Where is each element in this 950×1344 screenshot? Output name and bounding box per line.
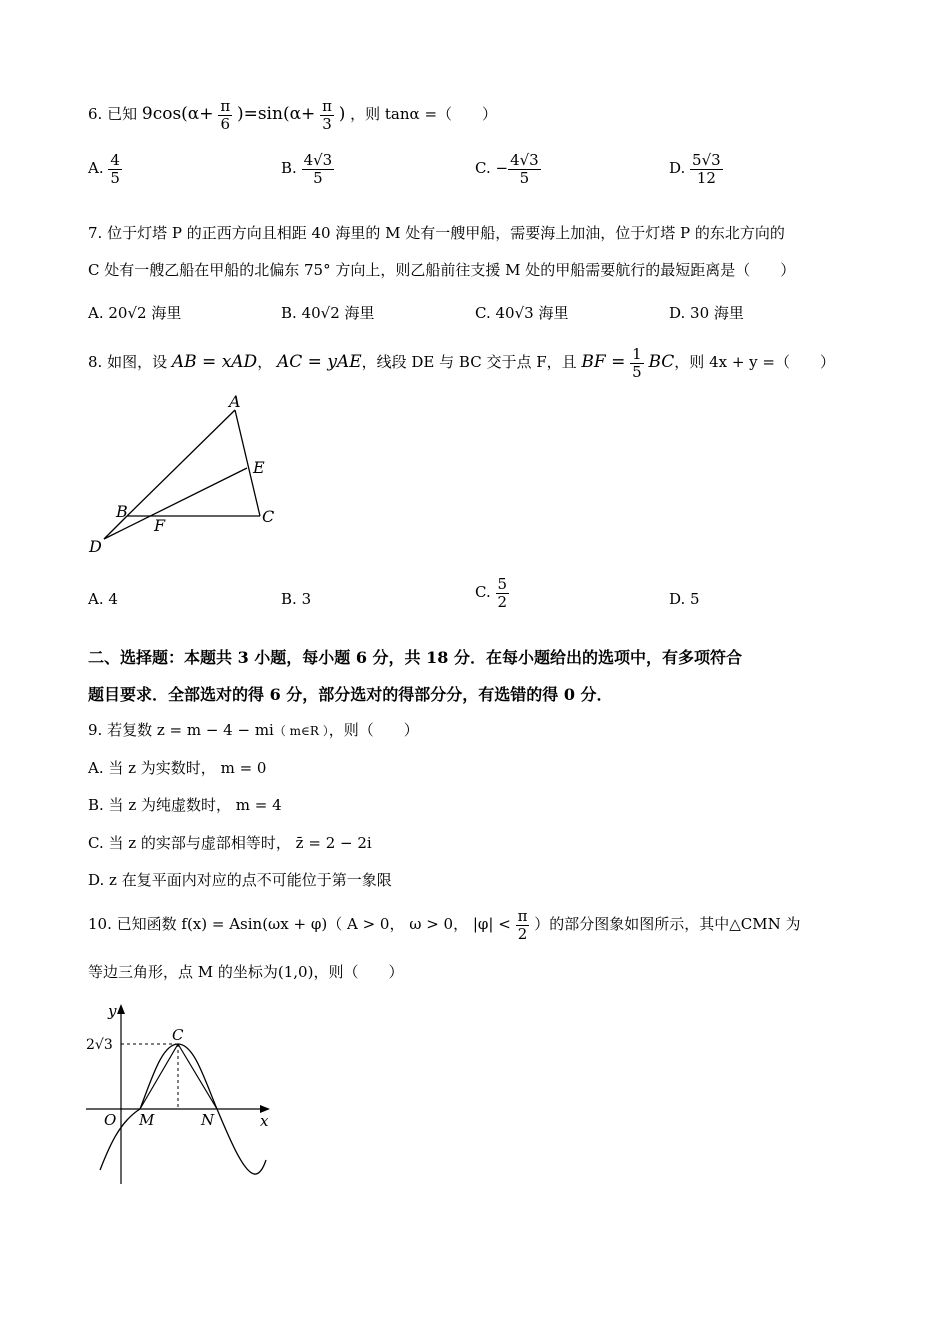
segment-mc: [140, 1044, 178, 1109]
q8-eq2: AC = yAE: [276, 352, 362, 372]
q7-line1: 7. 位于灯塔 P 的正西方向且相距 40 海里的 M 处有一艘甲船，需要海上加油，位于灯塔 P 的东北方向的: [88, 224, 785, 242]
q9-option-c: C. 当 z 的实部与虚部相等时， z̄ = 2 − 2i: [88, 834, 372, 852]
label-e: E: [253, 458, 265, 477]
q8-option-b: B. 3: [281, 590, 312, 608]
label-x: x: [260, 1112, 269, 1130]
label-n: N: [201, 1111, 215, 1129]
q7-line2: C 处有一艘乙船在甲船的北偏东 75° 方向上，则乙船前往支援 M 处的甲船需要航行的最短距离是（ ）: [88, 261, 796, 279]
q6-option-a: A. $\frac{4}{5}$: [88, 151, 120, 187]
q8-triangle-figure: [80, 388, 290, 563]
segment-cn: [178, 1044, 217, 1109]
section2-heading-line2: 题目要求．全部选对的得 6 分，部分选对的得部分分，有选错的得 0 分．: [88, 685, 613, 704]
q10-frac: $\frac{\pi}{2}$: [517, 907, 528, 943]
q6-option-d: D. $\frac{5√3}{12}$: [669, 151, 721, 187]
q6-suffix: ，则 tanα =（ ）: [350, 105, 498, 123]
q6-frac-b: $\frac{\pi}{3}$: [322, 97, 332, 133]
label-c: C: [172, 1026, 184, 1044]
q7-option-a: A. 20√2 海里: [88, 304, 182, 322]
q6-eq-mid: )=sin(α+: [236, 104, 316, 124]
label-m: M: [139, 1111, 155, 1129]
q8-option-a: A. 4: [88, 590, 118, 608]
q7-option-b: B. 40√2 海里: [281, 304, 375, 322]
q9-option-d: D. z 在复平面内对应的点不可能位于第一象限: [88, 871, 392, 889]
q8-eq3-left: BF =: [581, 352, 626, 372]
q6-eq-right: ): [338, 104, 346, 124]
q9-option-a: A. 当 z 为实数时， m = 0: [88, 759, 267, 777]
q10-sine-graph: [80, 998, 290, 1193]
q8-eq1: AB = xAD: [171, 352, 258, 372]
q6-frac-a: $\frac{\pi}{6}$: [220, 97, 231, 133]
q6-option-c: C. − $\frac{4√3}{5}$: [475, 151, 539, 187]
q9-stem: 9. 若复数 z = m − 4 − mi（ m∈R ），则（ ）: [88, 721, 419, 739]
label-b: B: [116, 502, 128, 521]
q6-prefix: 6. 已知: [88, 105, 138, 123]
q6-option-b: B. $\frac{4√3}{5}$: [281, 151, 333, 187]
q10-line2: 等边三角形，点 M 的坐标为(1,0)，则（ ）: [88, 963, 404, 981]
label-ytick: 2√3: [86, 1037, 113, 1053]
q8-frac: $\frac{1}{5}$: [632, 345, 642, 381]
label-a: A: [229, 392, 241, 411]
q8-option-c: C. $\frac{5}{2}$: [475, 575, 508, 611]
label-y: y: [108, 1002, 117, 1020]
y-axis-arrow: [117, 1004, 125, 1014]
q8-stem: 8. 如图，设 AB = xAD， AC = yAE，线段 DE 与 BC 交于点 F，且 BF = $\frac{1}{5}$ BC，则 4x + y =（ ）: [88, 345, 835, 381]
q8-option-d: D. 5: [669, 590, 700, 608]
q10-line1: 10. 已知函数 f(x) = Asin(ωx + φ)（ A > 0， ω > 0， |φ| < $\frac{\pi}{2}$ ）的部分图象如图所示，其中△CMN 为: [88, 907, 801, 943]
section2-heading-line1: 二、选择题：本题共 3 小题，每小题 6 分，共 18 分．在每小题给出的选项中，有多项符合: [88, 648, 742, 667]
label-c: C: [262, 507, 275, 526]
label-f: F: [154, 516, 166, 535]
q9-option-b: B. 当 z 为纯虚数时， m = 4: [88, 796, 282, 814]
q6-eq-left: 9cos(α+: [141, 104, 214, 124]
label-o: O: [104, 1111, 117, 1129]
label-d: D: [89, 537, 102, 556]
q7-option-c: C. 40√3 海里: [475, 304, 569, 322]
q8-eq3-right: BC: [648, 352, 675, 372]
q6-stem: [88, 98, 497, 132]
q7-option-d: D. 30 海里: [669, 304, 744, 322]
